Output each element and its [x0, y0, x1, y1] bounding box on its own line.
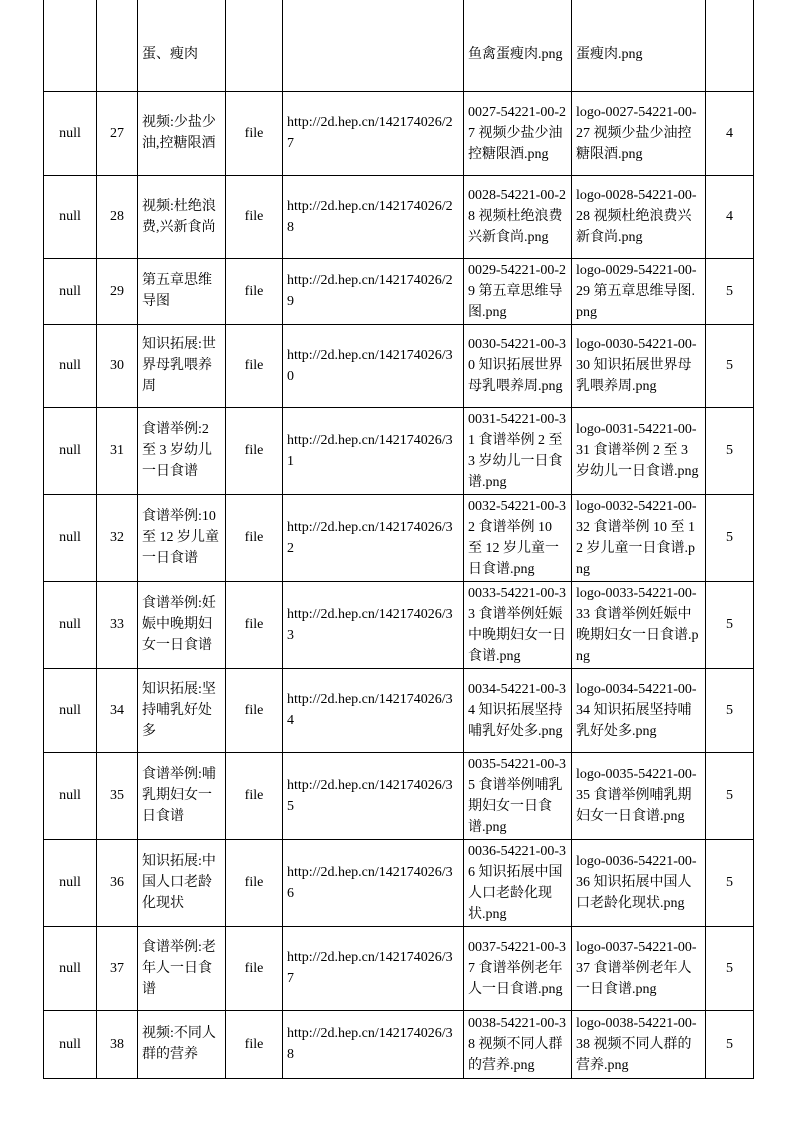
cell-null: null: [44, 926, 97, 1010]
cell-type: file: [226, 1010, 283, 1078]
cell-title: 知识拓展:中国人口老龄化现状: [138, 839, 226, 926]
cell-index: 27: [97, 91, 138, 175]
cell-null: null: [44, 752, 97, 839]
cell-type: file: [226, 258, 283, 324]
cell-type: file: [226, 926, 283, 1010]
cell-title: 视频:杜绝浪费,兴新食尚: [138, 175, 226, 258]
cell-logo: logo-0037-54221-00-37 食谱举例老年人一日食谱.png: [572, 926, 706, 1010]
table-row: [44, 258, 754, 324]
cell-chapter: 4: [706, 91, 754, 175]
cell-type: file: [226, 175, 283, 258]
cell-type: file: [226, 494, 283, 581]
cell-logo: logo-0035-54221-00-35 食谱举例哺乳期妇女一日食谱.png: [572, 752, 706, 839]
cell-chapter: 5: [706, 926, 754, 1010]
cell-title: 食谱举例:哺乳期妇女一日食谱: [138, 752, 226, 839]
cell-null: null: [44, 324, 97, 407]
cell-title: 食谱举例:2 至 3 岁幼儿一日食谱: [138, 407, 226, 494]
cell-filename: 0029-54221-00-29 第五章思维导图.png: [464, 258, 572, 324]
cell-filename: 鱼禽蛋瘦肉.png: [464, 0, 572, 91]
cell-filename: 0030-54221-00-30 知识拓展世界母乳喂养周.png: [464, 324, 572, 407]
cell-url: http://2d.hep.cn/142174026/31: [283, 407, 464, 494]
cell-type: file: [226, 752, 283, 839]
cell-filename: 0036-54221-00-36 知识拓展中国人口老龄化现状.png: [464, 839, 572, 926]
cell-title: 食谱举例:老年人一日食谱: [138, 926, 226, 1010]
cell-type: file: [226, 668, 283, 752]
cell-url: http://2d.hep.cn/142174026/27: [283, 91, 464, 175]
cell-chapter: 4: [706, 175, 754, 258]
cell-url: http://2d.hep.cn/142174026/28: [283, 175, 464, 258]
cell-null: null: [44, 258, 97, 324]
cell-logo: logo-0029-54221-00-29 第五章思维导图.png: [572, 258, 706, 324]
cell-null: [44, 0, 97, 91]
cell-filename: 0032-54221-00-32 食谱举例 10 至 12 岁儿童一日食谱.png: [464, 494, 572, 581]
cell-type: file: [226, 839, 283, 926]
table-row: [44, 494, 754, 581]
cell-url: http://2d.hep.cn/142174026/33: [283, 581, 464, 668]
table-row: [44, 324, 754, 407]
cell-index: 30: [97, 324, 138, 407]
cell-title: 食谱举例:妊娠中晚期妇女一日食谱: [138, 581, 226, 668]
cell-url: http://2d.hep.cn/142174026/29: [283, 258, 464, 324]
cell-index: 31: [97, 407, 138, 494]
table-row: [44, 752, 754, 839]
cell-chapter: 5: [706, 494, 754, 581]
cell-chapter: 5: [706, 752, 754, 839]
cell-logo: logo-0027-54221-00-27 视频少盐少油控糖限酒.png: [572, 91, 706, 175]
cell-url: http://2d.hep.cn/142174026/32: [283, 494, 464, 581]
cell-type: file: [226, 91, 283, 175]
table-row: [44, 581, 754, 668]
cell-chapter: 5: [706, 324, 754, 407]
table-row: [44, 926, 754, 1010]
cell-chapter: 5: [706, 839, 754, 926]
cell-index: 28: [97, 175, 138, 258]
cell-title: 蛋、瘦肉: [138, 0, 226, 91]
cell-type: file: [226, 324, 283, 407]
cell-type: file: [226, 407, 283, 494]
cell-filename: 0033-54221-00-33 食谱举例妊娠中晚期妇女一日食谱.png: [464, 581, 572, 668]
table-row: [44, 91, 754, 175]
cell-chapter: 5: [706, 1010, 754, 1078]
cell-index: 36: [97, 839, 138, 926]
cell-null: null: [44, 839, 97, 926]
cell-title: 知识拓展:坚持哺乳好处多: [138, 668, 226, 752]
cell-logo: logo-0033-54221-00-33 食谱举例妊娠中晚期妇女一日食谱.png: [572, 581, 706, 668]
cell-url: http://2d.hep.cn/142174026/38: [283, 1010, 464, 1078]
cell-url: http://2d.hep.cn/142174026/37: [283, 926, 464, 1010]
cell-filename: 0038-54221-00-38 视频不同人群的营养.png: [464, 1010, 572, 1078]
cell-title: 知识拓展:世界母乳喂养周: [138, 324, 226, 407]
cell-index: 38: [97, 1010, 138, 1078]
cell-logo: logo-0030-54221-00-30 知识拓展世界母乳喂养周.png: [572, 324, 706, 407]
cell-filename: 0027-54221-00-27 视频少盐少油控糖限酒.png: [464, 91, 572, 175]
cell-logo: logo-0034-54221-00-34 知识拓展坚持哺乳好处多.png: [572, 668, 706, 752]
cell-url: [283, 0, 464, 91]
cell-filename: 0037-54221-00-37 食谱举例老年人一日食谱.png: [464, 926, 572, 1010]
cell-logo: logo-0032-54221-00-32 食谱举例 10 至 12 岁儿童一日食谱.png: [572, 494, 706, 581]
cell-logo: logo-0038-54221-00-38 视频不同人群的营养.png: [572, 1010, 706, 1078]
cell-logo: 蛋瘦肉.png: [572, 0, 706, 91]
table-row-partial: [44, 0, 754, 91]
cell-index: [97, 0, 138, 91]
cell-index: 37: [97, 926, 138, 1010]
table-row: [44, 175, 754, 258]
cell-chapter: 5: [706, 407, 754, 494]
cell-null: null: [44, 175, 97, 258]
cell-null: null: [44, 1010, 97, 1078]
cell-null: null: [44, 91, 97, 175]
cell-title: 视频:不同人群的营养: [138, 1010, 226, 1078]
cell-title: 视频:少盐少油,控糖限酒: [138, 91, 226, 175]
resource-table: [43, 0, 754, 1079]
cell-index: 29: [97, 258, 138, 324]
cell-chapter: 5: [706, 581, 754, 668]
cell-index: 35: [97, 752, 138, 839]
table-row: [44, 1010, 754, 1078]
cell-filename: 0034-54221-00-34 知识拓展坚持哺乳好处多.png: [464, 668, 572, 752]
cell-index: 33: [97, 581, 138, 668]
cell-null: null: [44, 668, 97, 752]
cell-title: 食谱举例:10 至 12 岁儿童一日食谱: [138, 494, 226, 581]
cell-type: [226, 0, 283, 91]
cell-filename: 0028-54221-00-28 视频杜绝浪费兴新食尚.png: [464, 175, 572, 258]
cell-logo: logo-0036-54221-00-36 知识拓展中国人口老龄化现状.png: [572, 839, 706, 926]
cell-null: null: [44, 407, 97, 494]
cell-null: null: [44, 494, 97, 581]
cell-type: file: [226, 581, 283, 668]
cell-url: http://2d.hep.cn/142174026/34: [283, 668, 464, 752]
table-row: [44, 839, 754, 926]
table-row: [44, 668, 754, 752]
cell-index: 32: [97, 494, 138, 581]
cell-url: http://2d.hep.cn/142174026/30: [283, 324, 464, 407]
cell-url: http://2d.hep.cn/142174026/35: [283, 752, 464, 839]
cell-url: http://2d.hep.cn/142174026/36: [283, 839, 464, 926]
cell-title: 第五章思维导图: [138, 258, 226, 324]
cell-logo: logo-0028-54221-00-28 视频杜绝浪费兴新食尚.png: [572, 175, 706, 258]
cell-filename: 0031-54221-00-31 食谱举例 2 至 3 岁幼儿一日食谱.png: [464, 407, 572, 494]
cell-chapter: 5: [706, 668, 754, 752]
cell-null: null: [44, 581, 97, 668]
cell-logo: logo-0031-54221-00-31 食谱举例 2 至 3 岁幼儿一日食谱.png: [572, 407, 706, 494]
cell-filename: 0035-54221-00-35 食谱举例哺乳期妇女一日食谱.png: [464, 752, 572, 839]
cell-chapter: [706, 0, 754, 91]
cell-index: 34: [97, 668, 138, 752]
cell-chapter: 5: [706, 258, 754, 324]
table-row: [44, 407, 754, 494]
